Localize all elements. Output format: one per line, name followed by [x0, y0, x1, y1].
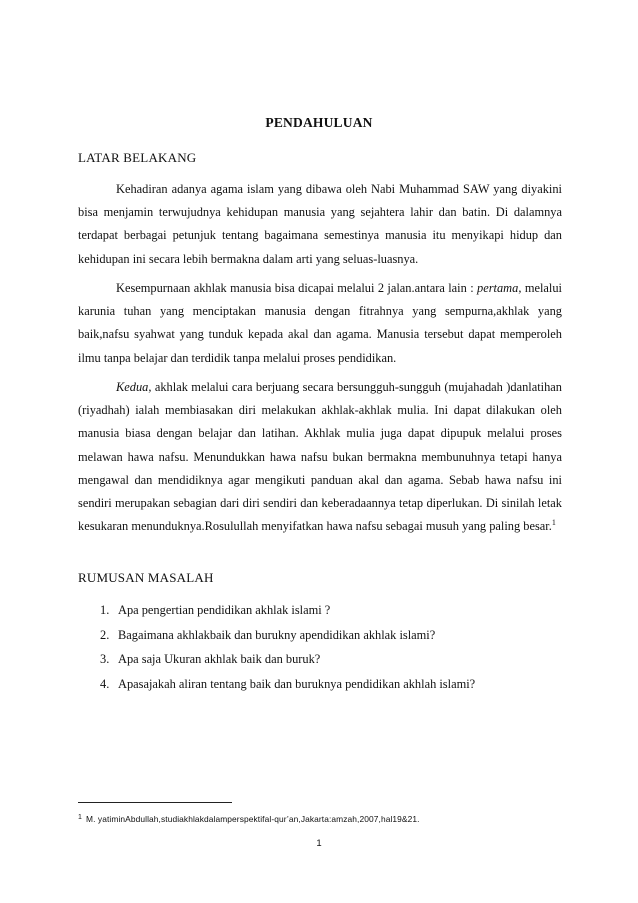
- paragraph-2: [78, 277, 562, 370]
- list-item: [100, 672, 475, 697]
- list-item-text: Apasajakah aliran tentang baik dan buruknya pendidikan akhlah islami?: [118, 676, 476, 691]
- list-item: [100, 647, 475, 672]
- paragraph-1: [78, 178, 562, 271]
- footnote-separator: [78, 802, 232, 803]
- list-item: [100, 598, 475, 623]
- list-item-text: Apa pengertian pendidikan akhlak islami ?: [118, 603, 331, 617]
- list-item-number: 4.: [100, 676, 110, 691]
- footnote-text: M. yatiminAbdullah,studiakhlakdalamperspektifal-qur’an,Jakarta:amzah,2007,hal19&21.: [86, 814, 420, 824]
- page-number: 1: [316, 838, 322, 849]
- list-item-number: 1.: [100, 603, 110, 617]
- section-heading-latar-belakang: LATAR BELAKANG: [78, 150, 197, 165]
- list-item-number: 3.: [100, 652, 110, 666]
- paragraph-1-text: Kehadiran adanya agama islam yang dibawa oleh Nabi Muhammad SAW yang diyakini bisa menjamin terwujudnya kehidupan manusia yang sejahtera lahir dan batin. Di dalamnya terdapat berbagai petunjuk tentang bagaimana semestinya manusia itu menyikapi hidup dan kehidupan ini secara lebih bermakna dalam arti yang seluas-luasnya.: [78, 182, 562, 266]
- paragraph-3-emphasis: Kedua,: [116, 380, 152, 394]
- section-heading-rumusan-masalah: RUMUSAN MASALAH: [78, 570, 214, 585]
- list-item-number: 2.: [100, 627, 110, 642]
- document-title: PENDAHULUAN: [265, 115, 373, 130]
- footnote-reference[interactable]: 1: [551, 518, 556, 528]
- paragraph-3: [78, 376, 562, 538]
- list-item-text: Apa saja Ukuran akhlak baik dan buruk?: [118, 652, 321, 666]
- paragraph-2-text-end: melalui karunia tuhan yang menciptakan manusia dengan fitrahnya yang sempurna,akhlak yang baik,nafsu syahwat yang tunduk kepada akal dan agama. Manusia tersebut dapat memperoleh ilmu tanpa belajar dan terdidik tanpa melalui proses pendidikan.: [78, 281, 562, 365]
- paragraph-2-emphasis: pertama,: [477, 281, 522, 295]
- problem-list: [100, 598, 475, 696]
- paragraph-2-text-start: Kesempurnaan akhlak manusia bisa dicapai melalui 2 jalan.antara lain :: [116, 281, 478, 295]
- list-item: [100, 623, 475, 648]
- paragraph-3-text: akhlak melalui cara berjuang secara bersungguh-sungguh (mujahadah )danlatihan (riyadhah) ialah membiasakan diri melakukan akhlak-akhlak mulia. Ini dapat dilakukan oleh manusia biasa dengan belajar dan latihan. Akhlak mulia juga dapat dipupuk melalui proses melawan hawa nafsu. Menundukkan hawa nafsu bukan bermakna membunuhnya tetapi hanya mengawal dan mendidiknya agar mengikuti panduan akal dan agama. Sebab hawa nafsu ini sendiri merupakan sebagian dari diri sendiri dan keberadaannya tetap diperlukan. Di sinilah letak kesukaran menunduknya.Rosulullah menyifatkan hawa nafsu sebagai musuh yang paling besar.: [78, 380, 562, 534]
- list-item-text: Bagaimana akhlakbaik dan burukny apendidikan akhlak islami?: [118, 627, 436, 642]
- footnote-mark: 1: [78, 814, 82, 821]
- footnote: [78, 814, 578, 824]
